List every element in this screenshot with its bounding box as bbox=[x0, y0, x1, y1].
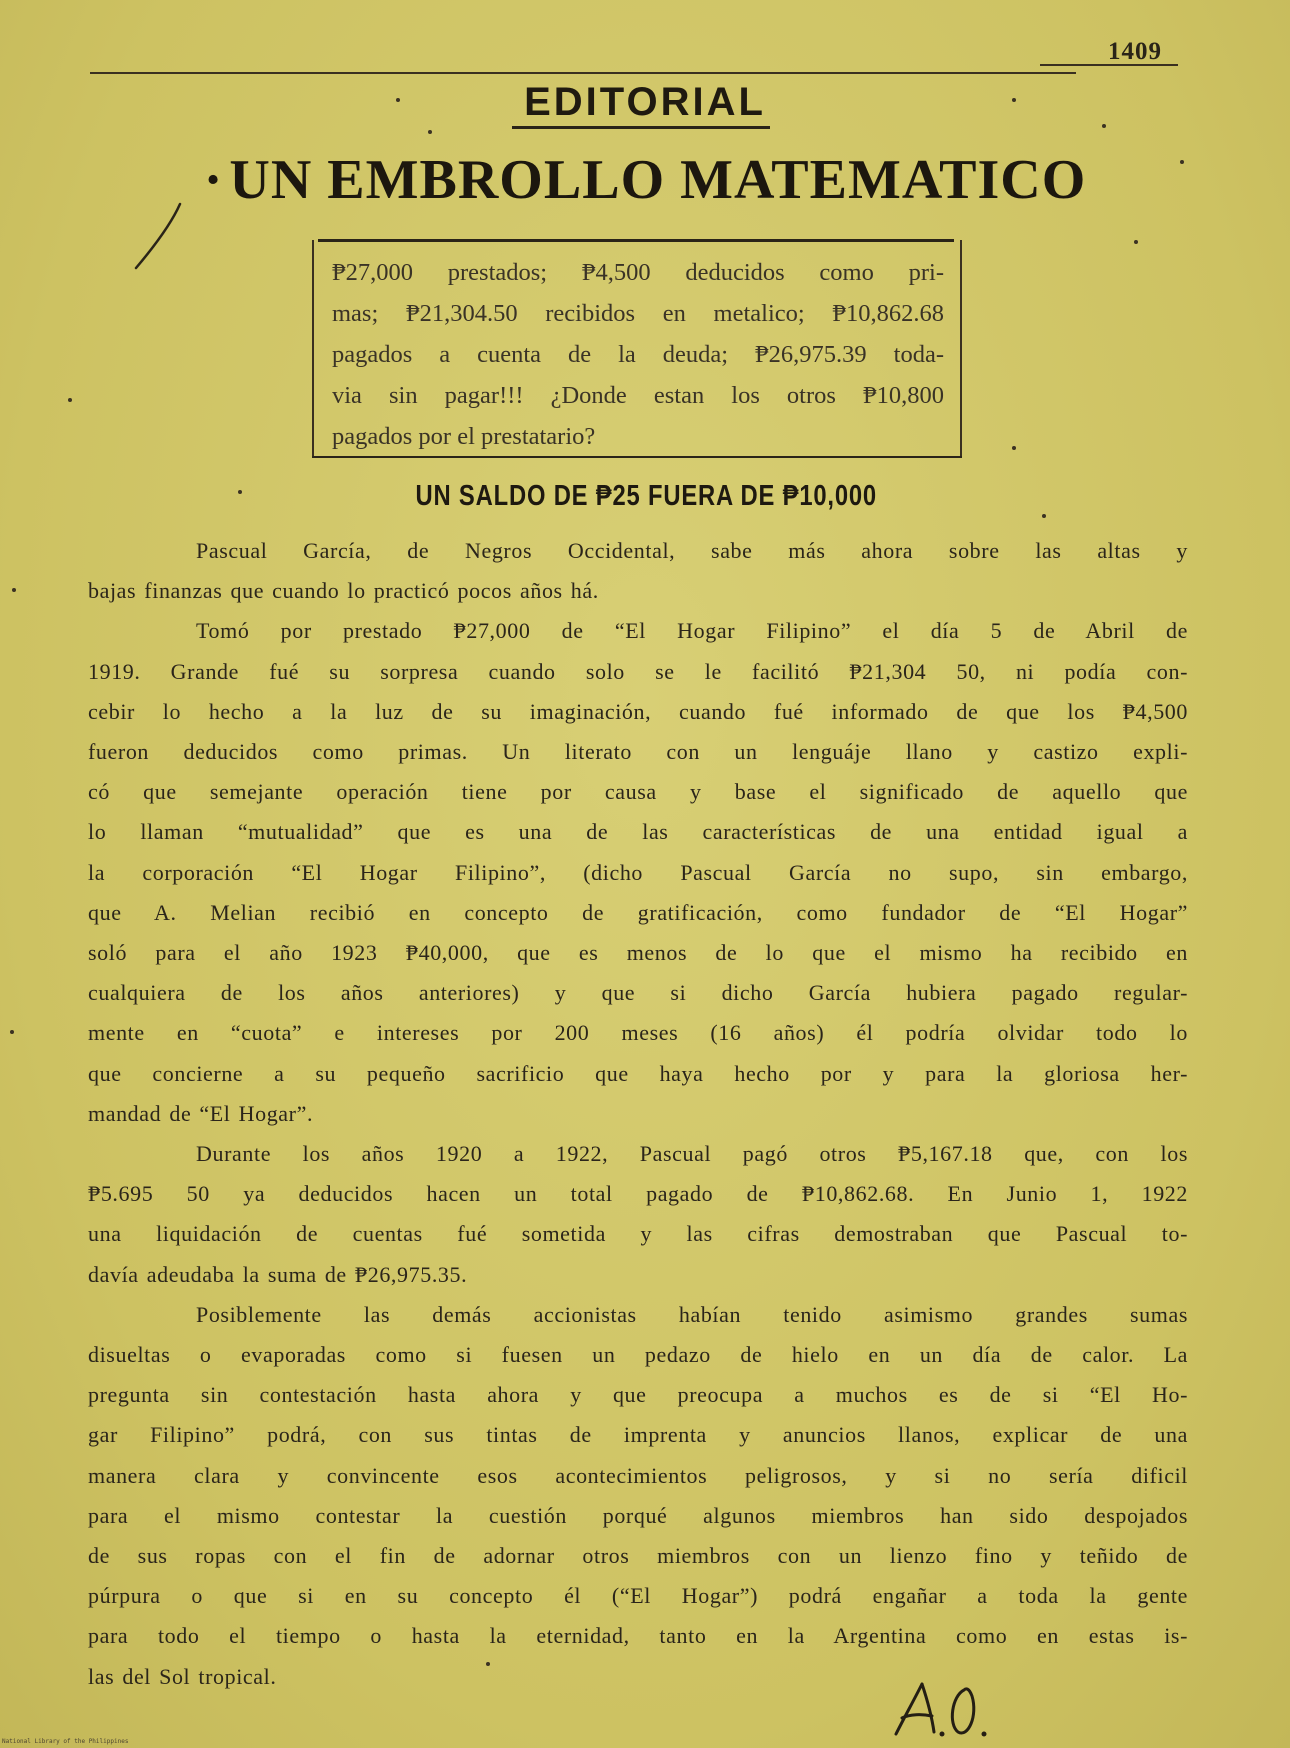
body-line: davía adeudaba la suma de ₱26,975.35. bbox=[88, 1261, 468, 1287]
body-line: có que semejante operación tiene por causa y base el significado de aquello que bbox=[88, 779, 1188, 805]
scan-speck bbox=[1134, 240, 1138, 244]
body-line: disueltas o evaporadas como si fuesen un pedazo de hielo en un día de calor. La bbox=[88, 1342, 1188, 1368]
body-line: Tomó por prestado ₱27,000 de “El Hogar Filipino” el día 5 de Abril de bbox=[196, 618, 1188, 644]
body-line: pregunta sin contestación hasta ahora y que preocupa a muchos es de si “El Ho- bbox=[88, 1382, 1188, 1408]
summary-line: via sin pagar!!! ¿Donde estan los otros ₱10,800 bbox=[332, 382, 944, 409]
scan-speck bbox=[68, 398, 72, 402]
handwritten-slash-mark bbox=[128, 200, 188, 272]
page-number: 1409 bbox=[1108, 38, 1162, 65]
body-line: cebir lo hecho a la luz de su imaginación, cuando fué informado de que los ₱4,500 bbox=[88, 698, 1188, 724]
scan-speck bbox=[238, 490, 242, 494]
handwritten-initials bbox=[888, 1676, 988, 1742]
summary-line: pagados por el prestatario? bbox=[332, 423, 596, 450]
article-title-text: UN EMBROLLO MATEMATICO bbox=[229, 149, 1087, 211]
body-line: gar Filipino” podrá, con sus tintas de imprenta y anuncios llanos, explicar de una bbox=[88, 1422, 1188, 1448]
body-line: que A. Melian recibió en concepto de gratificación, como fundador de “El Hogar” bbox=[88, 899, 1188, 925]
summary-line: ₱27,000 prestados; ₱4,500 deducidos como pri- bbox=[332, 259, 944, 286]
body-line: 1919. Grande fué su sorpresa cuando solo se le facilitó ₱21,304 50, ni podía con- bbox=[88, 658, 1188, 684]
body-line: manera clara y convincente esos acontecimientos peligrosos, y si no sería dificil bbox=[88, 1462, 1188, 1488]
body-line: cualquiera de los años anteriores) y que si dicho García hubiera pagado regular- bbox=[88, 980, 1188, 1006]
scan-speck bbox=[1012, 98, 1016, 102]
body-line: la corporación “El Hogar Filipino”, (dicho Pascual García no supo, sin embargo, bbox=[88, 859, 1188, 885]
subheading: UN SALDO DE ₱25 FUERA DE ₱10,000 bbox=[415, 480, 877, 512]
summary-line: pagados a cuenta de la deuda; ₱26,975.39 toda- bbox=[332, 341, 944, 368]
body-line: soló para el año 1923 ₱40,000, que es menos de lo que el mismo ha recibido en bbox=[88, 940, 1188, 966]
section-label: EDITORIAL bbox=[524, 80, 766, 124]
article-body bbox=[88, 531, 1188, 1697]
body-line: para el mismo contestar la cuestión porqué algunos miembros han sido despojados bbox=[88, 1502, 1188, 1528]
body-line: Posiblemente las demás accionistas habían tenido asimismo grandes sumas bbox=[196, 1301, 1188, 1327]
scan-speck bbox=[1180, 160, 1184, 164]
article-title bbox=[0, 148, 1290, 212]
summary-box-bottom-rule bbox=[312, 456, 962, 458]
body-line: bajas finanzas que cuando lo practicó pocos años há. bbox=[88, 578, 599, 604]
body-line: Pascual García, de Negros Occidental, sabe más ahora sobre las altas y bbox=[196, 538, 1188, 563]
section-label-underline bbox=[512, 126, 770, 129]
header-rule-right bbox=[1040, 64, 1178, 66]
body-line: púrpura o que si en su concepto él (“El Hogar”) podrá engañar a toda la gente bbox=[88, 1583, 1188, 1609]
body-line: mandad de “El Hogar”. bbox=[88, 1100, 314, 1126]
scan-speck bbox=[486, 1662, 490, 1666]
footer-credit: National Library of the Philippines bbox=[2, 1738, 129, 1745]
body-line: lo llaman “mutualidad” que es una de las características de una entidad igual a bbox=[88, 819, 1188, 845]
scan-speck bbox=[1042, 514, 1046, 518]
body-line: que concierne a su pequeño sacrificio que haya hecho por y para la gloriosa her- bbox=[88, 1060, 1188, 1086]
body-line: Durante los años 1920 a 1922, Pascual pagó otros ₱5,167.18 que, con los bbox=[196, 1141, 1188, 1167]
scan-speck bbox=[1012, 446, 1016, 450]
scan-speck bbox=[396, 98, 400, 102]
scan-speck bbox=[428, 130, 432, 134]
body-line: una liquidación de cuentas fué sometida y las cifras demostraban que Pascual to- bbox=[88, 1221, 1188, 1247]
body-line: ₱5.695 50 ya deducidos hacen un total pagado de ₱10,862.68. En Junio 1, 1922 bbox=[88, 1181, 1188, 1207]
summary-line: mas; ₱21,304.50 recibidos en metalico; ₱10,862.68 bbox=[332, 300, 944, 327]
body-line: fueron deducidos como primas. Un literato con un lenguáje llano y castizo expli- bbox=[88, 739, 1188, 765]
body-line: de sus ropas con el fin de adornar otros miembros con un lienzo fino y teñido de bbox=[88, 1543, 1188, 1569]
body-line: para todo el tiempo o hasta la eternidad, tanto en la Argentina como en estas is- bbox=[88, 1623, 1188, 1649]
scan-speck bbox=[10, 1030, 14, 1034]
header-rule-left bbox=[90, 72, 1076, 74]
summary-text bbox=[332, 252, 944, 457]
body-line: mente en “cuota” e intereses por 200 meses (16 años) él podría olvidar todo lo bbox=[88, 1020, 1188, 1046]
title-bullet: · bbox=[203, 149, 224, 211]
scan-speck bbox=[12, 588, 16, 592]
scan-speck bbox=[1102, 124, 1106, 128]
body-line: las del Sol tropical. bbox=[88, 1663, 277, 1689]
